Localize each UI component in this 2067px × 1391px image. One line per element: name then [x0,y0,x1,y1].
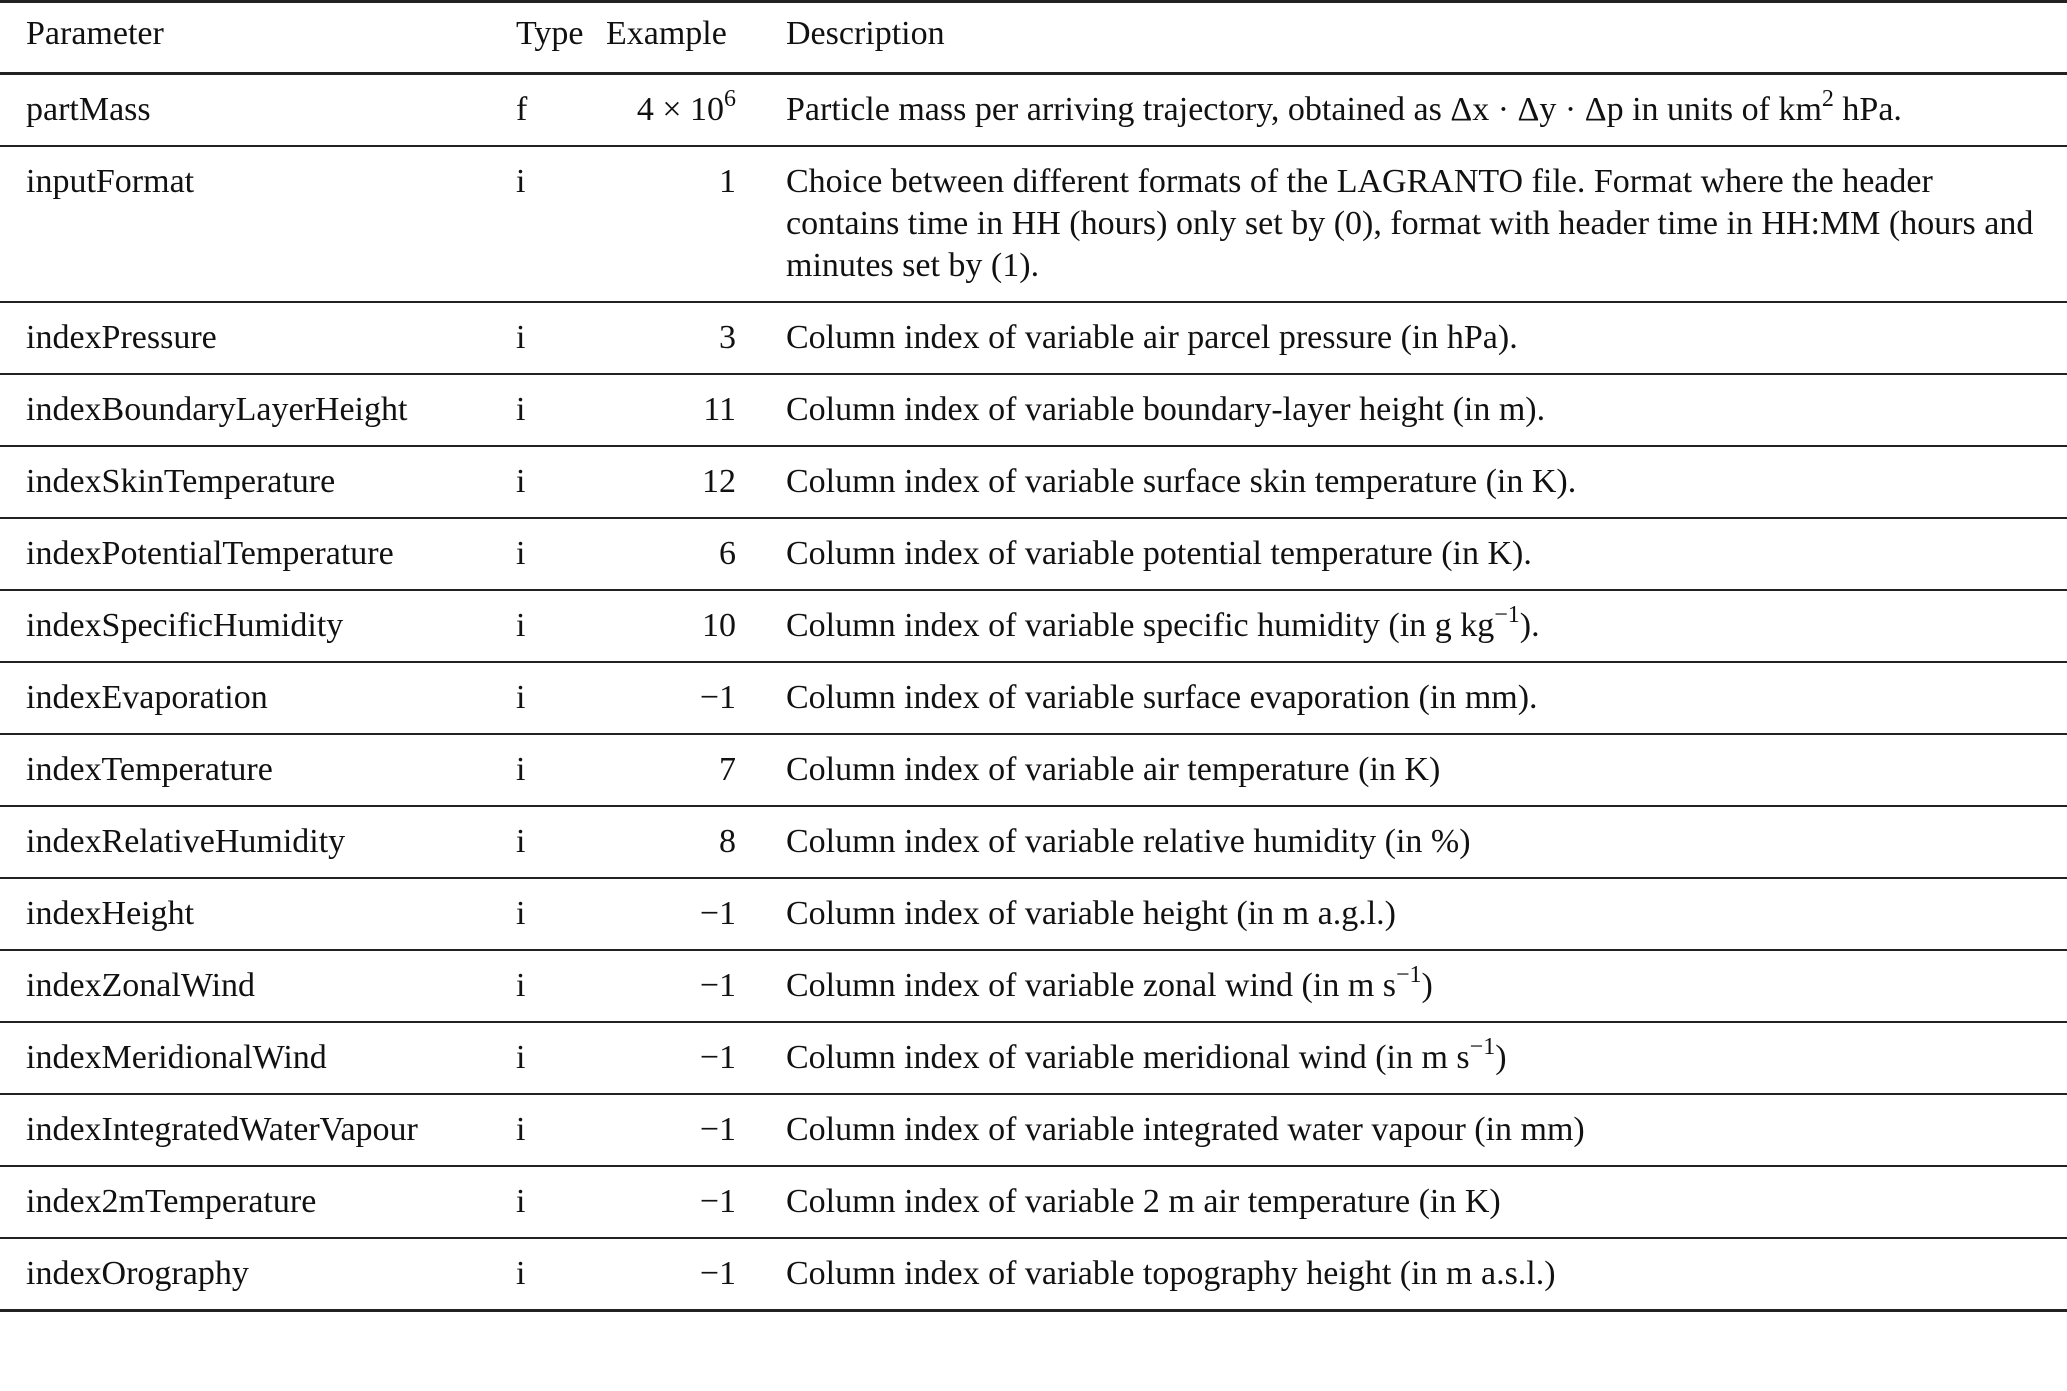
cell-example [606,374,786,446]
cell-type [516,446,606,518]
cell-description-text: Column index of variable specific humidity (in g kg [786,607,1495,644]
cell-example [606,734,786,806]
cell-type-text: i [516,163,526,200]
cell-description [786,74,2067,147]
cell-type [516,302,606,374]
table-row [0,878,2067,950]
cell-type-text: i [516,607,526,644]
cell-example [606,74,786,147]
cell-type-text: i [516,319,526,356]
cell-description [786,878,2067,950]
table-row [0,374,2067,446]
cell-parameter-text: indexMeridionalWind [26,1039,327,1076]
cell-parameter-text: index2mTemperature [26,1183,317,1220]
cell-parameter [0,74,516,147]
cell-type-text: i [516,463,526,500]
cell-description [786,1094,2067,1166]
cell-example-superscript: 6 [724,86,736,112]
table-row [0,806,2067,878]
cell-description-text: Particle mass per arriving trajectory, obtained as Δx · Δy · Δp in units of km [786,91,1822,128]
table-row [0,590,2067,662]
cell-type [516,878,606,950]
cell-type-text: i [516,1111,526,1148]
cell-example-text: −1 [699,895,736,932]
cell-description [786,806,2067,878]
cell-type-text: i [516,823,526,860]
header-type: Type [516,15,584,52]
cell-description [786,302,2067,374]
cell-example-text: 1 [719,163,736,200]
cell-description [786,1166,2067,1238]
cell-parameter-text: indexZonalWind [26,967,256,1004]
cell-example [606,950,786,1022]
cell-description-text: Column index of variable surface skin temperature (in K). [786,463,1577,500]
cell-description-text: Choice between different formats of the LAGRANTO file. Format where the header contains time in HH (hours) only set by (0), format with header time in HH:MM (hours and minutes set by (1). [786,163,2034,284]
cell-description [786,1022,2067,1094]
table-header-row [0,2,2067,74]
cell-type-text: i [516,1183,526,1220]
table-row [0,1238,2067,1311]
cell-example-text: 12 [702,463,736,500]
cell-parameter-text: inputFormat [26,163,195,200]
cell-type-text: i [516,751,526,788]
table-row [0,1094,2067,1166]
cell-type [516,146,606,302]
cell-description-tail: ). [1519,607,1540,644]
cell-parameter-text: indexPressure [26,319,217,356]
cell-example-text: 8 [719,823,736,860]
cell-parameter [0,1166,516,1238]
cell-description [786,518,2067,590]
cell-type-text: i [516,1255,526,1292]
cell-parameter-text: indexIntegratedWaterVapour [26,1111,418,1148]
cell-type-text: i [516,679,526,716]
cell-parameter-text: indexTemperature [26,751,273,788]
cell-description-text: Column index of variable air parcel pressure (in hPa). [786,319,1518,356]
header-description: Description [786,15,945,52]
cell-type [516,74,606,147]
cell-parameter [0,446,516,518]
cell-description-text: Column index of variable potential temperature (in K). [786,535,1532,572]
cell-parameter-text: indexOrography [26,1255,249,1292]
cell-example-text: −1 [699,1255,736,1292]
cell-description-text: Column index of variable air temperature (in K) [786,751,1441,788]
cell-type [516,806,606,878]
cell-description [786,590,2067,662]
cell-example [606,878,786,950]
cell-parameter-text: indexSpecificHumidity [26,607,344,644]
cell-example [606,302,786,374]
table-row [0,1022,2067,1094]
header-example: Example [606,15,727,52]
cell-example [606,1094,786,1166]
cell-description [786,734,2067,806]
cell-example [606,146,786,302]
cell-parameter [0,302,516,374]
cell-description [786,1238,2067,1311]
header-parameter: Parameter [26,15,164,52]
cell-example-text: −1 [699,1111,736,1148]
cell-type-text: i [516,1039,526,1076]
cell-example-text: −1 [699,1039,736,1076]
table-row [0,734,2067,806]
cell-description [786,146,2067,302]
cell-description-tail: ) [1495,1039,1507,1076]
table-row [0,74,2067,147]
table-row [0,662,2067,734]
cell-description-text: Column index of variable integrated water vapour (in mm) [786,1111,1585,1148]
cell-parameter [0,1022,516,1094]
cell-description [786,446,2067,518]
cell-description [786,662,2067,734]
cell-parameter-text: indexRelativeHumidity [26,823,346,860]
cell-parameter-text: indexPotentialTemperature [26,535,394,572]
cell-parameter [0,1238,516,1311]
table-row [0,518,2067,590]
cell-description [786,950,2067,1022]
table-row [0,146,2067,302]
cell-type-text: i [516,391,526,428]
cell-description-tail: ) [1421,967,1433,1004]
cell-parameter [0,734,516,806]
cell-example [606,1166,786,1238]
cell-description-superscript: −1 [1469,1034,1496,1060]
cell-type-text: i [516,535,526,572]
cell-description-text: Column index of variable 2 m air temperature (in K) [786,1183,1501,1220]
cell-type-text: i [516,967,526,1004]
cell-type-text: i [516,895,526,932]
cell-example [606,1022,786,1094]
cell-example-text: −1 [699,1183,736,1220]
cell-example [606,1238,786,1311]
cell-parameter-text: partMass [26,91,151,128]
cell-parameter [0,518,516,590]
table-body [0,74,2067,1311]
cell-description-text: Column index of variable relative humidity (in %) [786,823,1471,860]
cell-parameter [0,662,516,734]
cell-example-text: −1 [699,967,736,1004]
cell-example-text: 11 [703,391,736,428]
cell-parameter [0,878,516,950]
cell-description-text: Column index of variable boundary-layer height (in m). [786,391,1546,428]
cell-type [516,950,606,1022]
table-row [0,950,2067,1022]
cell-description-superscript: 2 [1821,86,1834,112]
cell-parameter [0,806,516,878]
table-row [0,446,2067,518]
cell-type [516,1166,606,1238]
cell-type-text: f [516,91,528,128]
cell-type [516,1238,606,1311]
cell-parameter [0,1094,516,1166]
cell-type [516,374,606,446]
cell-type [516,662,606,734]
cell-example-text: 7 [719,751,736,788]
cell-example-text: 6 [719,535,736,572]
cell-description-tail: hPa. [1833,91,1902,128]
cell-description-text: Column index of variable height (in m a.g.l.) [786,895,1396,932]
cell-example-text: 3 [719,319,736,356]
cell-example [606,590,786,662]
cell-description-superscript: −1 [1494,602,1520,628]
cell-type [516,1094,606,1166]
cell-example [606,446,786,518]
cell-parameter [0,590,516,662]
cell-description [786,374,2067,446]
table-row [0,302,2067,374]
cell-example-text: 4 × 10 [636,91,724,128]
cell-example-text: −1 [699,679,736,716]
cell-example-text: 10 [702,607,736,644]
cell-description-text: Column index of variable meridional wind (in m s [786,1039,1470,1076]
cell-type [516,1022,606,1094]
cell-parameter-text: indexHeight [26,895,195,932]
cell-description-text: Column index of variable surface evaporation (in mm). [786,679,1538,716]
cell-parameter [0,950,516,1022]
cell-description-superscript: −1 [1396,962,1422,988]
cell-parameter [0,374,516,446]
table-row [0,1166,2067,1238]
cell-parameter-text: indexSkinTemperature [26,463,336,500]
cell-description-text: Column index of variable zonal wind (in m s [786,967,1396,1004]
cell-example [606,518,786,590]
cell-description-text: Column index of variable topography height (in m a.s.l.) [786,1255,1556,1292]
cell-example [606,806,786,878]
cell-parameter-text: indexEvaporation [26,679,268,716]
cell-example [606,662,786,734]
cell-type [516,734,606,806]
cell-parameter [0,146,516,302]
cell-type [516,590,606,662]
cell-type [516,518,606,590]
cell-parameter-text: indexBoundaryLayerHeight [26,391,408,428]
